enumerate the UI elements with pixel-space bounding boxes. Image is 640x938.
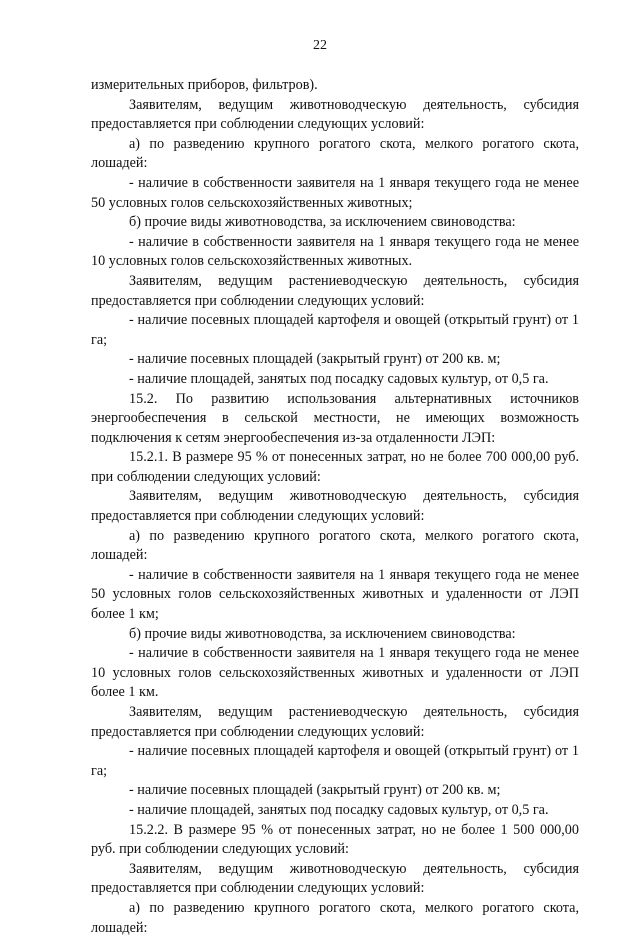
paragraph: - наличие площадей, занятых под посадку садовых культур, от 0,5 га. [129,370,549,387]
paragraph: - наличие в собственности заявителя на 1 января текущего года не менее 50 условных голов сельскохозяйственных животных; [91,174,579,211]
paragraph: - наличие посевных площадей картофеля и овощей (открытый грунт) от 1 га; [91,743,579,779]
paragraph: а) по разведению крупного рогатого скота, мелкого рогатого скота, лошадей: [91,899,579,936]
paragraph: - наличие посевных площадей (закрытый грунт) от 200 кв. м; [129,351,501,368]
paragraph: - наличие посевных площадей картофеля и овощей (открытый грунт) от 1 га; [91,312,579,348]
paragraph: Заявителям, ведущим животноводческую деятельность, субсидия предоставляется при соблюдении следующих условий: [91,96,579,133]
paragraph: 15.2. По развитию использования альтернативных источников энергообеспечения в сельской местности, не имеющих возможность подключения к сетям энергообеспечения из-за отдаленности ЛЭП: [91,390,579,446]
paragraph: б) прочие виды животноводства, за исключением свиноводства: [129,214,516,231]
document-body [91,76,579,938]
paragraph: 15.2.2. В размере 95 % от понесенных затрат, но не более 1 500 000,00 руб. при соблюдении следующих условий: [91,821,579,858]
paragraph: Заявителям, ведущим животноводческую деятельность, субсидия предоставляется при соблюдении следующих условий: [91,860,579,897]
paragraph: Заявителям, ведущим растениеводческую деятельность, субсидия предоставляется при соблюдении следующих условий: [91,704,579,740]
page-number: 22 [313,38,327,53]
paragraph: измерительных приборов, фильтров). [91,77,318,93]
paragraph: - наличие площадей, занятых под посадку садовых культур, от 0,5 га. [129,801,549,818]
paragraph: Заявителям, ведущим растениеводческую деятельность, субсидия предоставляется при соблюдении следующих условий: [91,272,579,309]
paragraph: - наличие в собственности заявителя на 1 января текущего года не менее 50 условных голов сельскохозяйственных животных и удаленности от ЛЭП более 1 км; [91,566,579,623]
paragraph: 15.2.1. В размере 95 % от понесенных затрат, но не более 700 000,00 руб. при соблюдении следующих условий: [91,449,579,485]
paragraph: Заявителям, ведущим животноводческую деятельность, субсидия предоставляется при соблюдении следующих условий: [91,488,579,525]
paragraph: а) по разведению крупного рогатого скота, мелкого рогатого скота, лошадей: [91,527,579,564]
paragraph: - наличие посевных площадей (закрытый грунт) от 200 кв. м; [129,782,501,799]
paragraph: - наличие в собственности заявителя на 1 января текущего года не менее 10 условных голов сельскохозяйственных животных. [91,233,579,270]
paragraph: - наличие в собственности заявителя на 1 января текущего года не менее 10 условных голов сельскохозяйственных животных и удаленности от ЛЭП более 1 км. [91,645,579,701]
paragraph: а) по разведению крупного рогатого скота, мелкого рогатого скота, лошадей: [91,135,579,172]
paragraph: б) прочие виды животноводства, за исключением свиноводства: [129,625,516,642]
